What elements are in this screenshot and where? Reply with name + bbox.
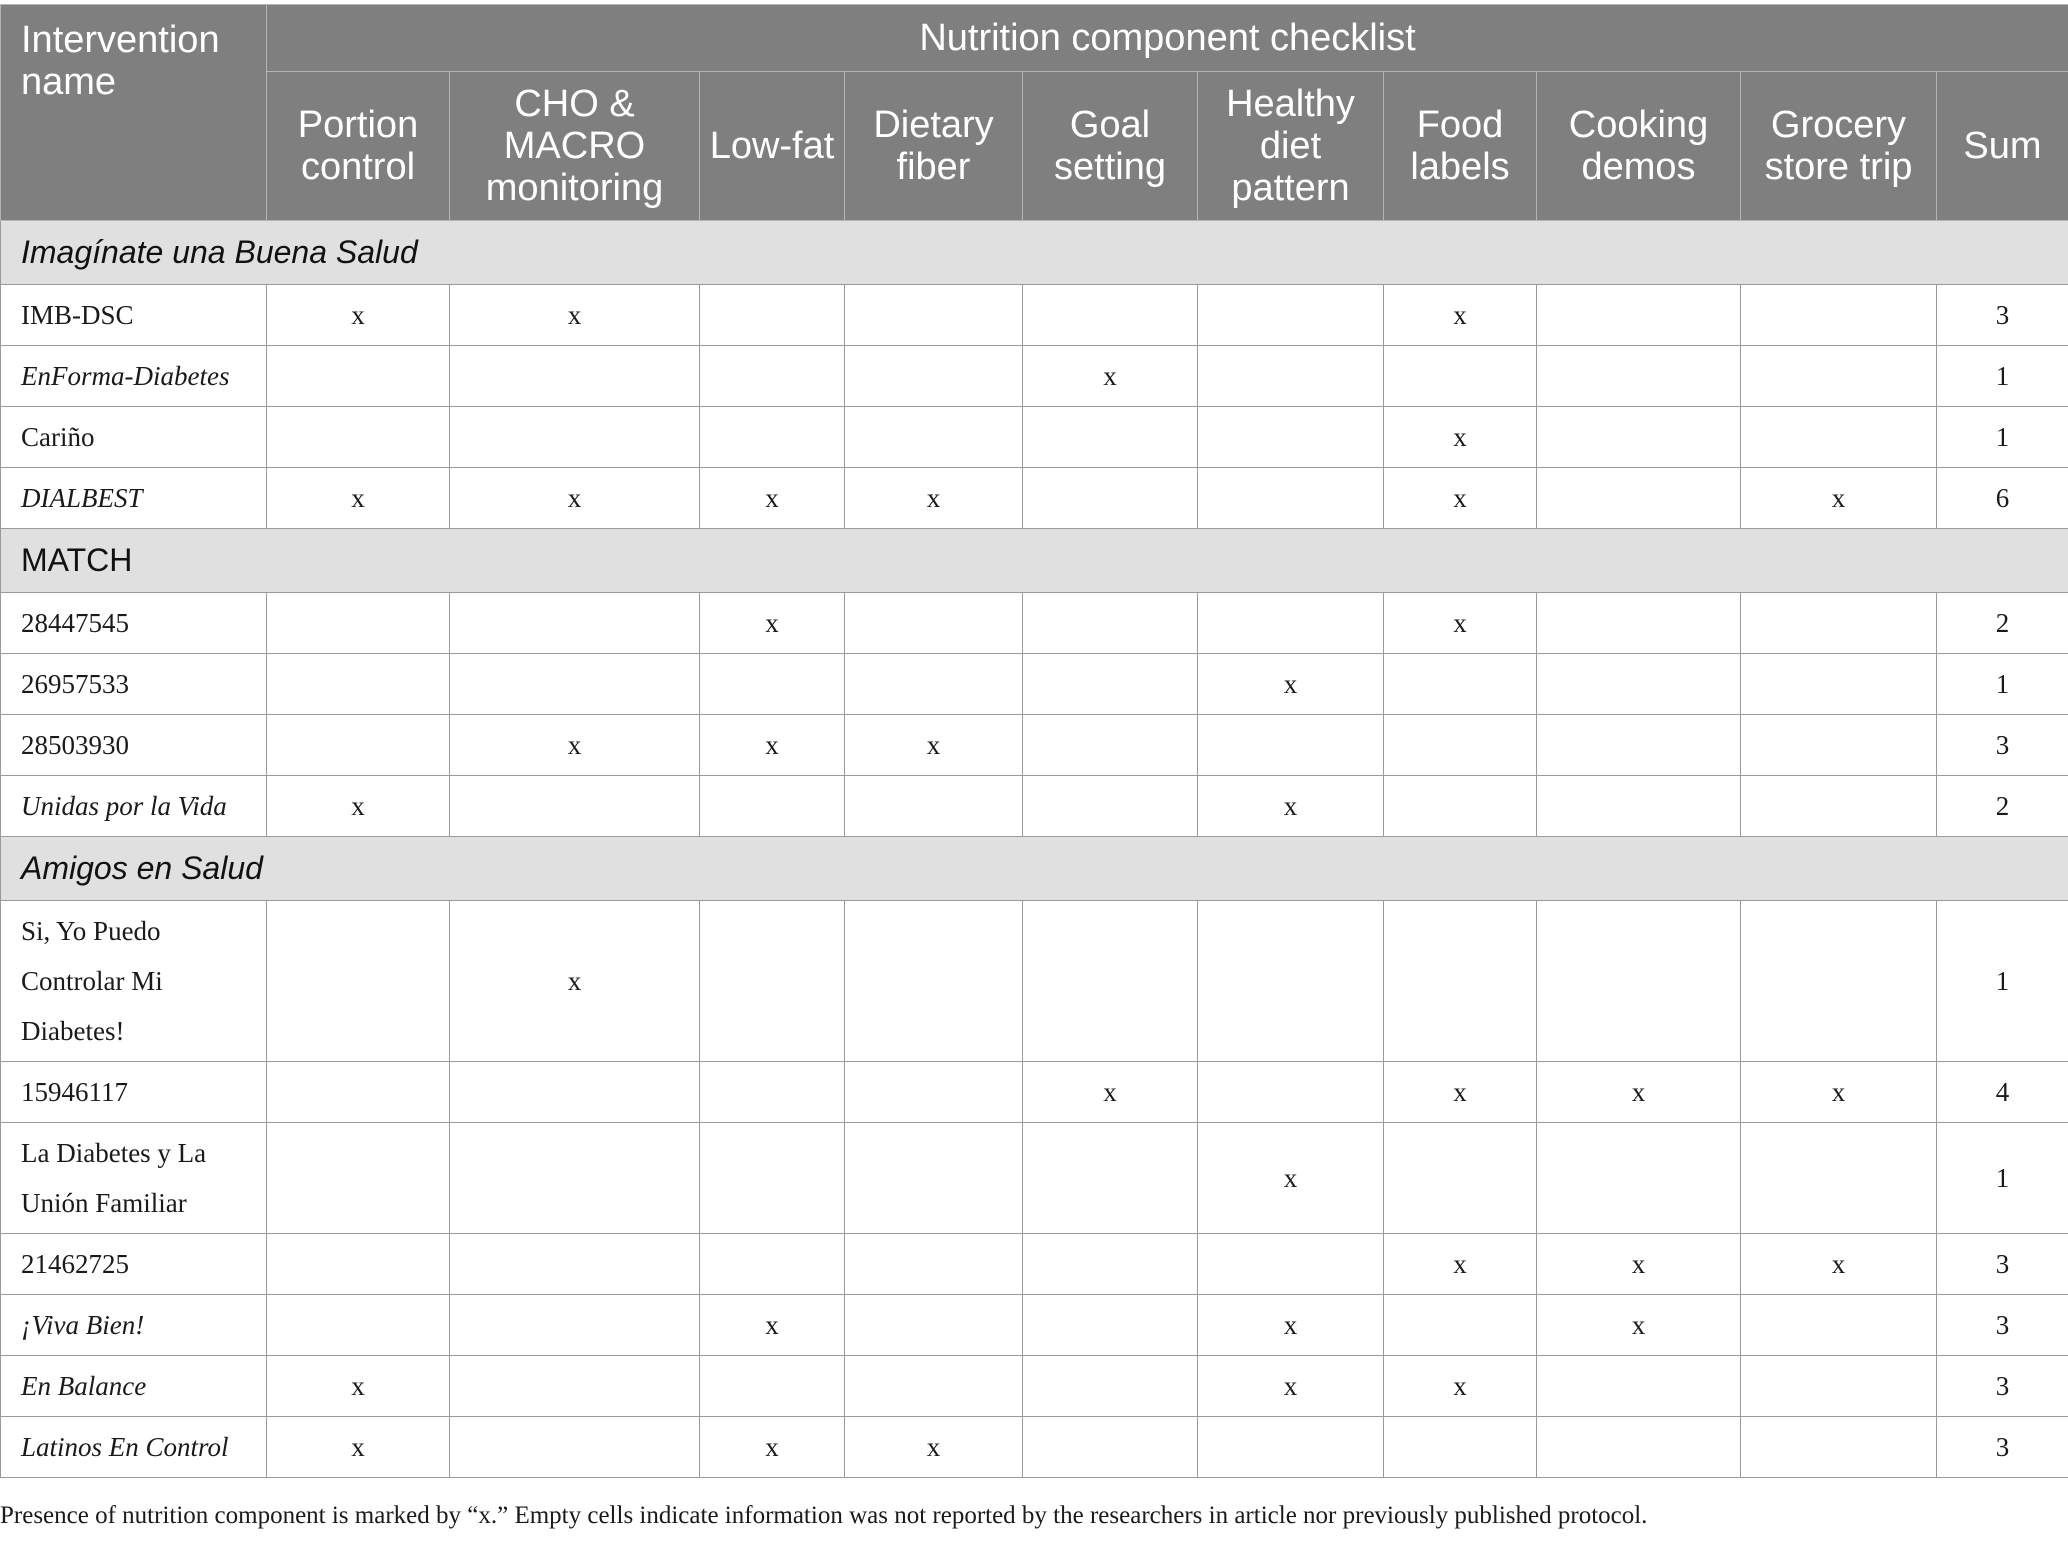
component-mark-cell bbox=[267, 1295, 450, 1356]
sum-cell: 3 bbox=[1937, 1295, 2068, 1356]
component-mark-cell bbox=[1023, 285, 1198, 346]
component-mark-cell bbox=[1023, 715, 1198, 776]
component-mark-cell bbox=[1537, 901, 1741, 1062]
component-mark-cell: x bbox=[1537, 1295, 1741, 1356]
component-mark-cell: x bbox=[1198, 654, 1384, 715]
component-mark-cell bbox=[1384, 715, 1537, 776]
component-mark-cell: x bbox=[1741, 468, 1937, 529]
table-footnote: Presence of nutrition component is marked by “x.” Empty cells indicate information was not reported by the researchers in article nor previously published protocol. bbox=[0, 1502, 1648, 1529]
table-body bbox=[1, 221, 2068, 1478]
component-mark-cell bbox=[845, 1234, 1023, 1295]
intervention-name: IMB-DSC bbox=[1, 285, 267, 346]
component-mark-cell bbox=[1741, 1356, 1937, 1417]
component-mark-cell bbox=[267, 901, 450, 1062]
component-mark-cell bbox=[1023, 1356, 1198, 1417]
component-mark-cell: x bbox=[1384, 1356, 1537, 1417]
table-row bbox=[1, 901, 2068, 1062]
table-row bbox=[1, 1295, 2068, 1356]
sum-cell: 3 bbox=[1937, 715, 2068, 776]
component-mark-cell bbox=[845, 1123, 1023, 1234]
component-mark-cell: x bbox=[267, 776, 450, 837]
table-row bbox=[1, 407, 2068, 468]
sum-cell: 3 bbox=[1937, 285, 2068, 346]
component-mark-cell: x bbox=[267, 468, 450, 529]
component-mark-cell: x bbox=[1198, 1356, 1384, 1417]
component-mark-cell bbox=[700, 901, 845, 1062]
component-mark-cell bbox=[845, 285, 1023, 346]
component-mark-cell: x bbox=[267, 1356, 450, 1417]
component-mark-cell: x bbox=[1023, 1062, 1198, 1123]
component-mark-cell: x bbox=[1198, 776, 1384, 837]
intervention-name: 28503930 bbox=[1, 715, 267, 776]
intervention-name: En Balance bbox=[1, 1356, 267, 1417]
section-title: Amigos en Salud bbox=[1, 837, 2068, 901]
component-mark-cell bbox=[845, 901, 1023, 1062]
component-mark-cell bbox=[1198, 285, 1384, 346]
component-mark-cell: x bbox=[1384, 285, 1537, 346]
component-mark-cell bbox=[845, 1295, 1023, 1356]
col-header-healthy-diet-pattern: Healthy diet pattern bbox=[1198, 72, 1384, 221]
component-mark-cell bbox=[1537, 407, 1741, 468]
component-mark-cell bbox=[1537, 468, 1741, 529]
component-mark-cell: x bbox=[845, 468, 1023, 529]
intervention-name: 15946117 bbox=[1, 1062, 267, 1123]
component-mark-cell bbox=[1384, 654, 1537, 715]
component-mark-cell: x bbox=[1198, 1295, 1384, 1356]
component-mark-cell bbox=[1198, 1062, 1384, 1123]
component-mark-cell bbox=[1537, 776, 1741, 837]
component-mark-cell bbox=[1741, 901, 1937, 1062]
col-header-dietary-fiber: Dietary fiber bbox=[845, 72, 1023, 221]
component-mark-cell bbox=[450, 1295, 700, 1356]
component-mark-cell bbox=[1023, 468, 1198, 529]
component-mark-cell bbox=[1384, 1417, 1537, 1478]
sum-cell: 1 bbox=[1937, 901, 2068, 1062]
component-mark-cell bbox=[450, 776, 700, 837]
col-header-grocery-store-trip: Grocery store trip bbox=[1741, 72, 1937, 221]
intervention-name: 21462725 bbox=[1, 1234, 267, 1295]
component-mark-cell bbox=[450, 1123, 700, 1234]
intervention-name: ¡Viva Bien! bbox=[1, 1295, 267, 1356]
component-mark-cell bbox=[1023, 407, 1198, 468]
component-mark-cell bbox=[267, 715, 450, 776]
col-header-goal-setting: Goal setting bbox=[1023, 72, 1198, 221]
component-mark-cell bbox=[845, 593, 1023, 654]
component-mark-cell bbox=[700, 346, 845, 407]
col-header-portion-control: Portion control bbox=[267, 72, 450, 221]
table-row bbox=[1, 1234, 2068, 1295]
component-mark-cell bbox=[450, 1417, 700, 1478]
component-mark-cell bbox=[1023, 1295, 1198, 1356]
intervention-name: DIALBEST bbox=[1, 468, 267, 529]
component-mark-cell bbox=[845, 1062, 1023, 1123]
component-mark-cell bbox=[1537, 1417, 1741, 1478]
col-header-cho-macro: CHO & MACRO monitoring bbox=[450, 72, 700, 221]
component-mark-cell bbox=[1023, 1417, 1198, 1478]
section-title: Imagínate una Buena Salud bbox=[1, 221, 2068, 285]
component-mark-cell: x bbox=[1384, 1062, 1537, 1123]
col-header-low-fat: Low-fat bbox=[700, 72, 845, 221]
intervention-name: Unidas por la Vida bbox=[1, 776, 267, 837]
section-row bbox=[1, 837, 2068, 901]
table-row bbox=[1, 285, 2068, 346]
component-mark-cell bbox=[1741, 715, 1937, 776]
intervention-name: EnForma-Diabetes bbox=[1, 346, 267, 407]
component-mark-cell bbox=[700, 1356, 845, 1417]
component-mark-cell bbox=[267, 1123, 450, 1234]
table-row bbox=[1, 1062, 2068, 1123]
sum-cell: 3 bbox=[1937, 1417, 2068, 1478]
component-mark-cell bbox=[1537, 715, 1741, 776]
component-mark-cell bbox=[1537, 654, 1741, 715]
component-mark-cell: x bbox=[1384, 407, 1537, 468]
sum-cell: 6 bbox=[1937, 468, 2068, 529]
intervention-name: La Diabetes y La Unión Familiar bbox=[1, 1123, 267, 1234]
component-mark-cell bbox=[700, 407, 845, 468]
checklist-group-header: Nutrition component checklist bbox=[267, 5, 2068, 72]
component-mark-cell bbox=[1023, 1234, 1198, 1295]
sum-cell: 1 bbox=[1937, 654, 2068, 715]
component-mark-cell: x bbox=[1741, 1062, 1937, 1123]
component-mark-cell bbox=[1198, 346, 1384, 407]
component-mark-cell: x bbox=[700, 1417, 845, 1478]
component-mark-cell bbox=[700, 776, 845, 837]
section-title: MATCH bbox=[1, 529, 2068, 593]
nutrition-checklist-table bbox=[0, 4, 2068, 1478]
component-mark-cell bbox=[1537, 346, 1741, 407]
component-mark-cell bbox=[845, 407, 1023, 468]
sum-cell: 1 bbox=[1937, 346, 2068, 407]
sum-cell: 2 bbox=[1937, 776, 2068, 837]
component-mark-cell bbox=[1198, 1234, 1384, 1295]
component-mark-cell bbox=[1198, 593, 1384, 654]
component-mark-cell bbox=[450, 1234, 700, 1295]
component-mark-cell bbox=[700, 654, 845, 715]
table-row bbox=[1, 654, 2068, 715]
component-mark-cell bbox=[700, 1234, 845, 1295]
component-mark-cell: x bbox=[700, 468, 845, 529]
component-mark-cell bbox=[845, 1356, 1023, 1417]
sum-cell: 1 bbox=[1937, 1123, 2068, 1234]
component-mark-cell bbox=[1741, 407, 1937, 468]
component-mark-cell bbox=[1741, 285, 1937, 346]
sum-cell: 3 bbox=[1937, 1356, 2068, 1417]
table-row bbox=[1, 346, 2068, 407]
component-mark-cell bbox=[845, 346, 1023, 407]
component-mark-cell bbox=[700, 1062, 845, 1123]
component-mark-cell bbox=[1741, 1417, 1937, 1478]
component-mark-cell: x bbox=[1198, 1123, 1384, 1234]
component-mark-cell bbox=[450, 1356, 700, 1417]
component-mark-cell: x bbox=[700, 1295, 845, 1356]
component-mark-cell: x bbox=[845, 715, 1023, 776]
sum-cell: 1 bbox=[1937, 407, 2068, 468]
component-mark-cell bbox=[1198, 901, 1384, 1062]
component-mark-cell: x bbox=[267, 285, 450, 346]
component-mark-cell bbox=[267, 593, 450, 654]
component-mark-cell bbox=[1198, 715, 1384, 776]
component-mark-cell bbox=[1023, 593, 1198, 654]
col-header-food-labels: Food labels bbox=[1384, 72, 1537, 221]
table-row bbox=[1, 1123, 2068, 1234]
component-mark-cell: x bbox=[450, 715, 700, 776]
component-mark-cell: x bbox=[1537, 1234, 1741, 1295]
component-mark-cell bbox=[700, 1123, 845, 1234]
component-mark-cell bbox=[1198, 1417, 1384, 1478]
component-mark-cell bbox=[267, 346, 450, 407]
table-row bbox=[1, 715, 2068, 776]
intervention-name: Cariño bbox=[1, 407, 267, 468]
component-mark-cell bbox=[1741, 1295, 1937, 1356]
component-mark-cell bbox=[1537, 1356, 1741, 1417]
component-mark-cell bbox=[1537, 1123, 1741, 1234]
component-mark-cell bbox=[1537, 285, 1741, 346]
col-header-cooking-demos: Cooking demos bbox=[1537, 72, 1741, 221]
component-mark-cell bbox=[1384, 346, 1537, 407]
intervention-name: Si, Yo Puedo Controlar Mi Diabetes! bbox=[1, 901, 267, 1062]
component-mark-cell bbox=[267, 1234, 450, 1295]
component-mark-cell bbox=[1384, 1123, 1537, 1234]
component-mark-cell bbox=[700, 285, 845, 346]
col-header-sum: Sum bbox=[1937, 72, 2068, 221]
component-mark-cell bbox=[1198, 468, 1384, 529]
component-mark-cell bbox=[450, 593, 700, 654]
sum-cell: 2 bbox=[1937, 593, 2068, 654]
component-mark-cell: x bbox=[1741, 1234, 1937, 1295]
component-mark-cell bbox=[1023, 901, 1198, 1062]
component-mark-cell: x bbox=[1384, 468, 1537, 529]
component-mark-cell: x bbox=[1023, 346, 1198, 407]
component-mark-cell: x bbox=[450, 468, 700, 529]
component-mark-cell bbox=[1198, 407, 1384, 468]
component-mark-cell bbox=[450, 407, 700, 468]
component-mark-cell: x bbox=[267, 1417, 450, 1478]
component-mark-cell bbox=[1537, 593, 1741, 654]
table-row bbox=[1, 776, 2068, 837]
intervention-name: Latinos En Control bbox=[1, 1417, 267, 1478]
component-mark-cell bbox=[450, 1062, 700, 1123]
component-mark-cell bbox=[1023, 776, 1198, 837]
component-mark-cell bbox=[1023, 1123, 1198, 1234]
component-mark-cell bbox=[1741, 776, 1937, 837]
component-mark-cell bbox=[1741, 1123, 1937, 1234]
component-mark-cell bbox=[450, 346, 700, 407]
component-mark-cell bbox=[267, 654, 450, 715]
component-mark-cell bbox=[845, 776, 1023, 837]
component-mark-cell: x bbox=[845, 1417, 1023, 1478]
component-mark-cell: x bbox=[1384, 1234, 1537, 1295]
section-row bbox=[1, 221, 2068, 285]
intervention-name-header: Intervention name bbox=[1, 5, 267, 221]
component-mark-cell bbox=[845, 654, 1023, 715]
section-row bbox=[1, 529, 2068, 593]
component-mark-cell: x bbox=[450, 285, 700, 346]
component-mark-cell: x bbox=[700, 593, 845, 654]
sum-cell: 4 bbox=[1937, 1062, 2068, 1123]
component-mark-cell bbox=[267, 407, 450, 468]
component-mark-cell: x bbox=[1384, 593, 1537, 654]
component-mark-cell: x bbox=[700, 715, 845, 776]
intervention-name: 28447545 bbox=[1, 593, 267, 654]
table-row bbox=[1, 1417, 2068, 1478]
component-mark-cell bbox=[450, 654, 700, 715]
component-mark-cell bbox=[1384, 776, 1537, 837]
component-mark-cell: x bbox=[1537, 1062, 1741, 1123]
component-mark-cell bbox=[1384, 1295, 1537, 1356]
table-row bbox=[1, 468, 2068, 529]
component-mark-cell bbox=[1023, 654, 1198, 715]
component-mark-cell bbox=[1384, 901, 1537, 1062]
table-row bbox=[1, 1356, 2068, 1417]
component-mark-cell bbox=[1741, 346, 1937, 407]
component-mark-cell bbox=[1741, 593, 1937, 654]
component-mark-cell bbox=[1741, 654, 1937, 715]
sum-cell: 3 bbox=[1937, 1234, 2068, 1295]
component-mark-cell: x bbox=[450, 901, 700, 1062]
intervention-name: 26957533 bbox=[1, 654, 267, 715]
table-row bbox=[1, 593, 2068, 654]
component-mark-cell bbox=[267, 1062, 450, 1123]
